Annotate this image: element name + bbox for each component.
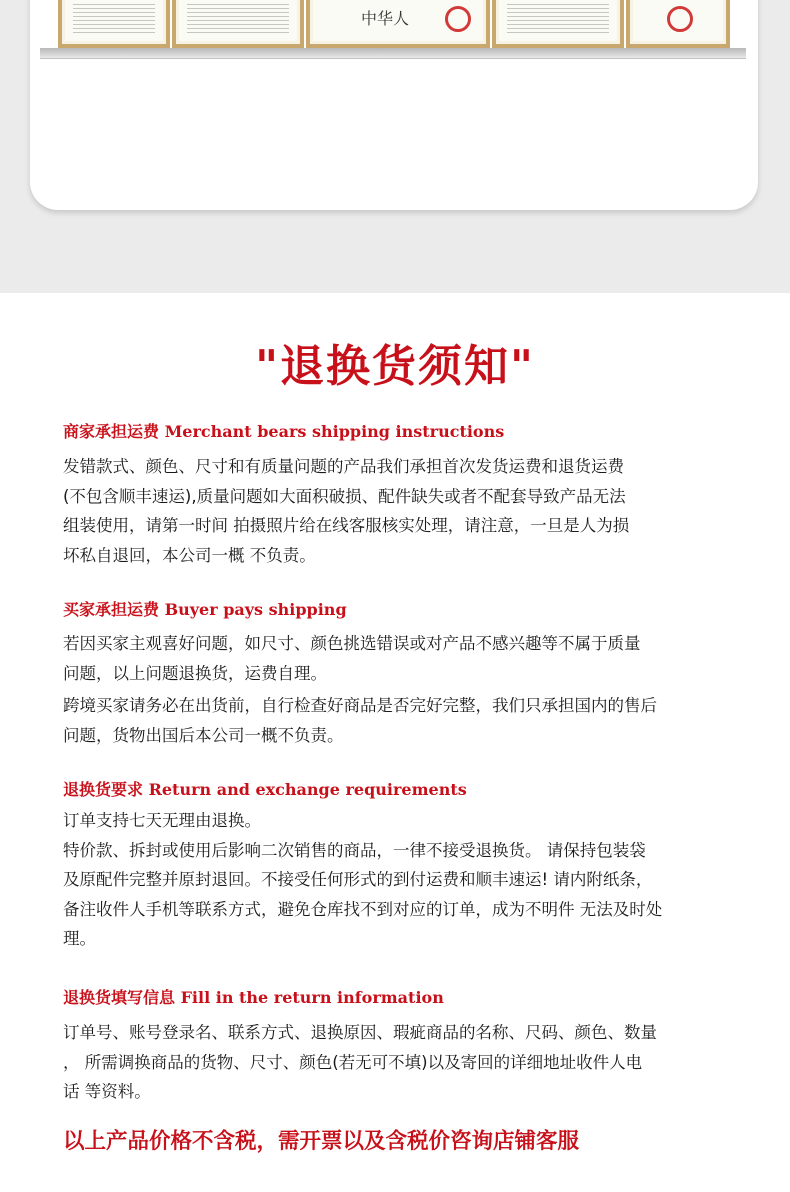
section-return-requirements	[63, 780, 723, 954]
paragraph-line: 订单号、账号登录名、联系方式、退换原因、瑕疵商品的名称、尺码、颜色、数量	[63, 1023, 657, 1042]
section-buyer-shipping	[63, 600, 723, 750]
section-heading: 买家承担运费 Buyer pays shipping	[63, 600, 347, 619]
paragraph-line: 问题，货物出国后本公司一概不负责。	[63, 725, 344, 745]
certificate-stamp: 中华人	[361, 9, 410, 28]
paragraph-line: 特价款、拆封或使用后影响二次销售的商品，一律不接受退换货。 请保持包装袋	[63, 840, 646, 860]
seal-icon	[667, 6, 693, 32]
paragraph-line: ， 所需调换商品的货物、尺寸、颜色(若无可不填)以及寄回的详细地址收件人电	[63, 1052, 643, 1072]
certificate-frame	[492, 0, 624, 48]
paragraph-line: 若因买家主观喜好问题，如尺寸、颜色挑选错误或对产品不感兴趣等不属于质量	[63, 634, 641, 653]
paragraph-line: 跨境买家请务必在出货前，自行检查好商品是否完好完整，我们只承担国内的售后	[63, 696, 657, 715]
paragraph-line: 话 等资料。	[63, 1082, 151, 1101]
paragraph-line: 问题，以上问题退换货，运费自理。	[63, 663, 327, 683]
certificate-wall	[55, 0, 735, 50]
tax-invoice-note: 以上产品价格不含税，需开票以及含税价咨询店铺客服	[63, 1129, 580, 1154]
section-heading: 退换货填写信息 Fill in the return information	[63, 988, 444, 1007]
paragraph-line: 订单支持七天无理由退换。	[63, 811, 261, 830]
paragraph-line: 组装使用，请第一时间 拍摄照片给在线客服核实处理，请注意，一旦是人为损	[63, 516, 630, 535]
seal-icon	[445, 6, 471, 32]
paragraph-line: 及原配件完整并原封退回。不接受任何形式的到付运费和顺丰速运! 请内附纸条，	[63, 870, 653, 889]
paragraph-line: 备注收件人手机等联系方式，避免仓库找不到对应的订单，成为不明件 无法及时处	[63, 899, 663, 919]
section-heading: 退换货要求 Return and exchange requirements	[63, 780, 467, 799]
certificate-frame	[306, 0, 490, 48]
certificate-frame	[626, 0, 730, 48]
certificate-shelf	[40, 48, 746, 59]
paragraph-line: 坏私自退回，本公司一概 不负责。	[63, 545, 316, 565]
paragraph-line: 发错款式、颜色、尺寸和有质量问题的产品我们承担首次发货运费和退货运费	[63, 457, 624, 476]
certificate-frame	[172, 0, 304, 48]
section-heading: 商家承担运费 Merchant bears shipping instructions	[63, 422, 505, 441]
section-merchant-shipping	[63, 422, 723, 570]
paragraph-line: (不包含顺丰速运),质量问题如大面积破损、配件缺失或者不配套导致产品无法	[63, 486, 626, 506]
page-title: "退换货须知"	[255, 341, 535, 392]
section-return-information	[63, 988, 723, 1107]
paragraph-line: 理。	[63, 929, 96, 948]
certificate-frame	[58, 0, 170, 48]
